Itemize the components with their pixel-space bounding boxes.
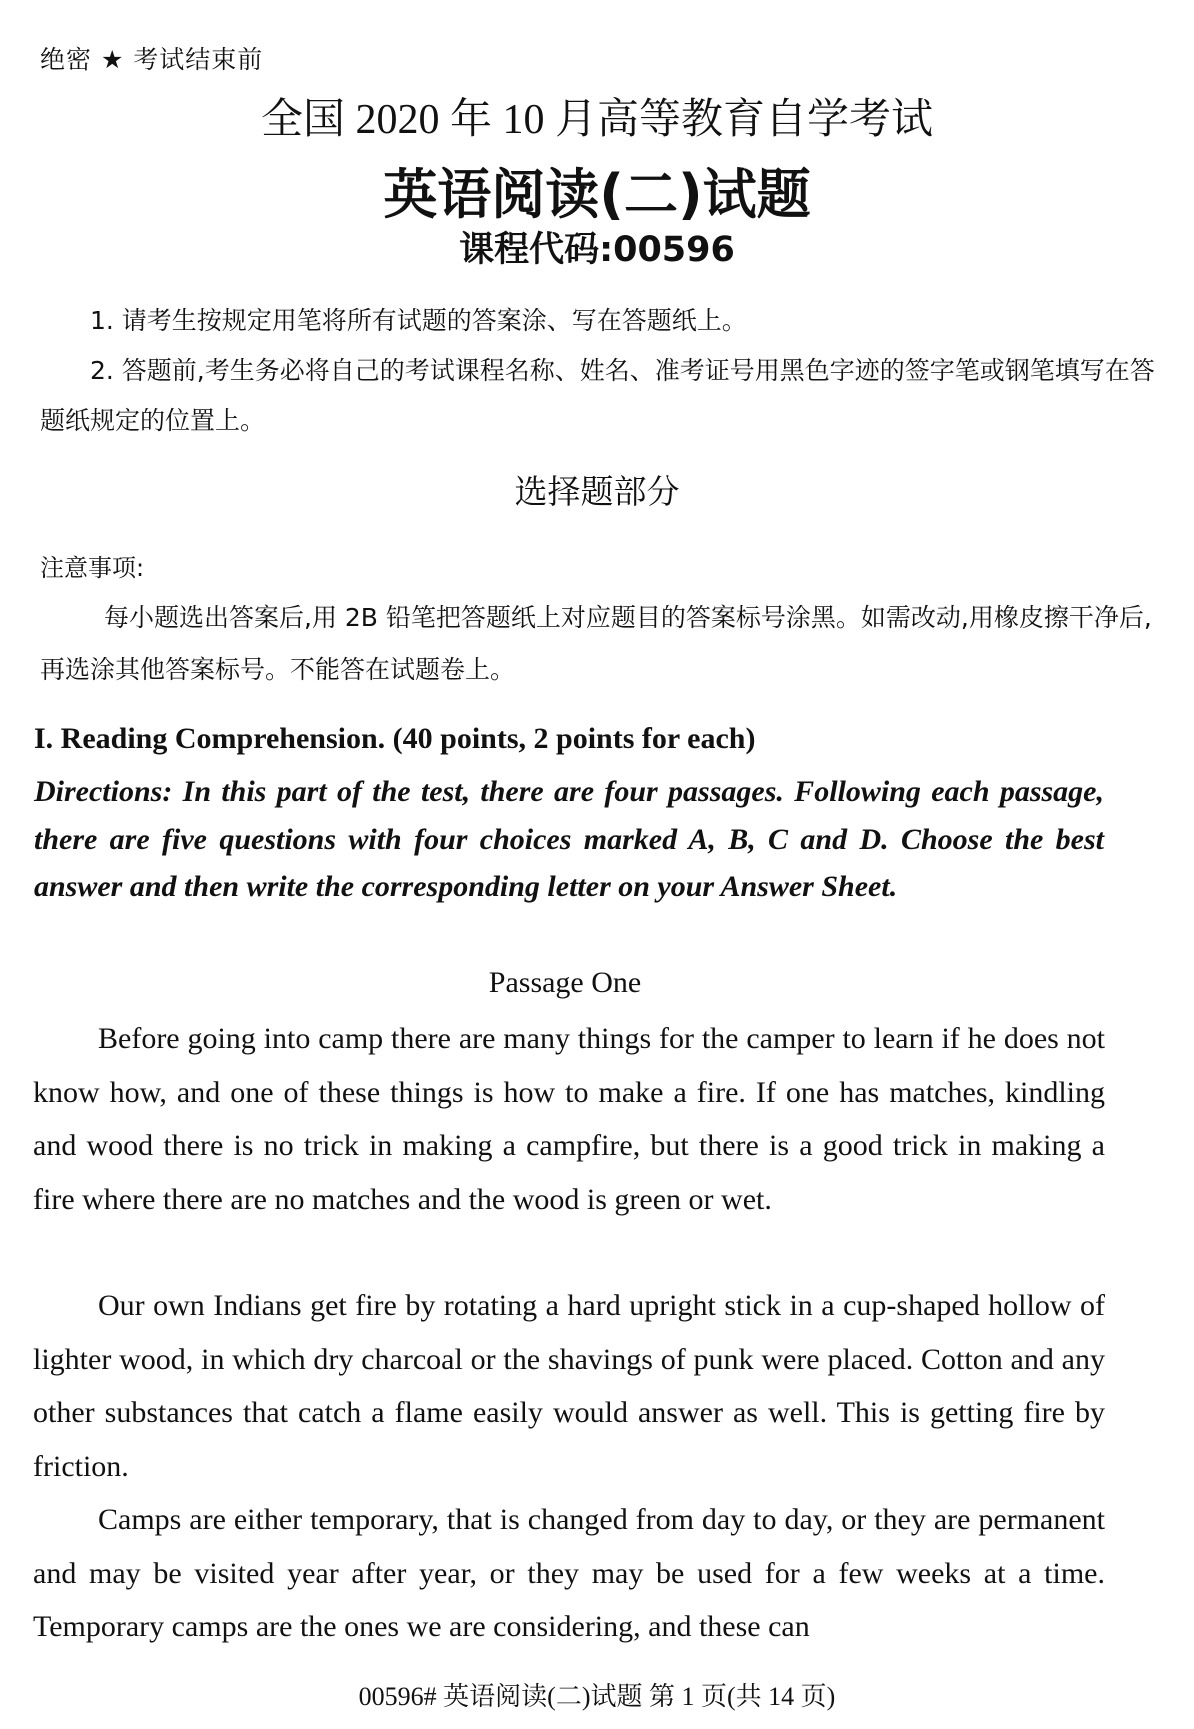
instruction-1: 1. 请考生按规定用笔将所有试题的答案涂、写在答题纸上。 <box>90 306 747 335</box>
passage-paragraph: Our own Indians get fire by rotating a hard upright stick in a cup-shaped hollow of lighter wood, in which dry charcoal or the shavings of punk were placed. Cotton and any other substances that catch a flame easily would answer as well. This is getting fire by friction. <box>33 1289 1105 1483</box>
passage-title: Passage One <box>488 966 642 999</box>
instruction-2: 2. 答题前,考生务必将自己的考试课程名称、姓名、准考证号用黑色字迹的签字笔或钢笔填写在答题纸规定的位置上。 <box>40 356 1155 435</box>
part-heading: I. Reading Comprehension. (40 points, 2 points for each) <box>34 722 756 755</box>
passage-paragraph: Before going into camp there are many things for the camper to learn if he does not know how, and one of these things is how to make a fire. If one has matches, kindling and wood there is no trick in making a campfire, but there is a good trick in making a fire where there are no matches and the wood is green or wet. <box>33 1022 1105 1216</box>
caution-text: 每小题选出答案后,用 2B 铅笔把答题纸上对应题目的答案标号涂黑。如需改动,用橡皮擦干净后,再选涂其他答案标号。不能答在试题卷上。 <box>40 603 1152 684</box>
course-code: 课程代码:00596 <box>459 230 735 270</box>
subject-title: 英语阅读(二)试题 <box>383 163 811 226</box>
page-footer: 00596# 英语阅读(二)试题 第 1 页(共 14 页) <box>358 1682 836 1711</box>
caution-heading: 注意事项: <box>40 554 145 582</box>
section-title: 选择题部分 <box>514 472 680 511</box>
passage-paragraph: Camps are either temporary, that is changed from day to day, or they are permanent and may be visited year after year, or they may be used for a few weeks at a time. Temporary camps are the ones we are considering, and these can <box>33 1503 1105 1643</box>
directions: Directions: In this part of the test, there are four passages. Following each passage, there are five questions with four choices marked A, B, C and D. Choose the best answer and then write the corresponding letter on your Answer Sheet. <box>34 775 1104 903</box>
confidential-label: 绝密 ★ 考试结束前 <box>40 45 264 74</box>
exam-title: 全国 2020 年 10 月高等教育自学考试 <box>260 97 933 143</box>
